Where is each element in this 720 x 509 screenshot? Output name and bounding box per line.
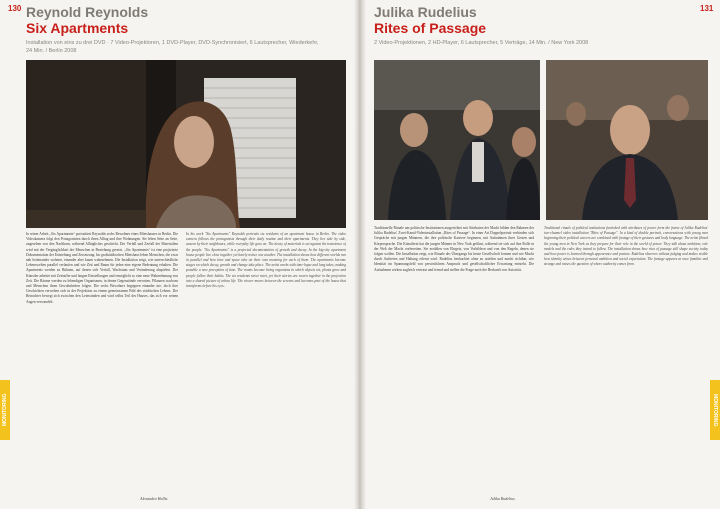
artwork-photo-2 [546, 60, 708, 220]
section-tab: MONITORING [0, 380, 10, 440]
page-number: 130 [8, 4, 22, 13]
artwork-photo-1 [374, 60, 540, 220]
artwork-meta: 2 Video-Projektionen, 2 HD-Player, 6 Lautsprecher, 5 Verträge, 14 Min. / New York 2008 [374, 40, 589, 46]
artwork-photo-1-graphic [374, 60, 540, 220]
artwork-photo-2-graphic [546, 60, 708, 220]
page-number: 131 [700, 4, 714, 13]
book-gutter [354, 0, 366, 509]
artwork-photo-graphic [26, 60, 346, 228]
author-credit: Julika Rudelius [490, 496, 515, 501]
artwork-meta: Installation von eins zu drei DVD · 7 Video-Projektoren, 1 DVD-Player, DVD-Synchronisiert, 6 Lautsprecher, Wiederkehr, 24 Min. / Berlin 2008 [26, 40, 319, 54]
right-page [362, 0, 720, 509]
left-page [0, 0, 358, 509]
artwork-title: Rites of Passage [374, 20, 487, 36]
artwork-photo [26, 60, 346, 228]
article-text-german: In seiner Arbeit „Six Apartments“ portraitiert Reynolds sechs Bewohner eines Mietshauses in Berlin. Die Videokamera folgt den Protagonisten durch ihren Alltag und ihre Wohnungen. Sie leben Seite an Seite, ungesehen von den Nachbarn, während Alltägliches geschieht. Der Verfall und Zerfall der Materialien wird mit der Vergänglichkeit der Menschen in Beziehung gesetzt. „Six Apartments“ ist eine projizierte Dokumentation der Entstehung und Zersetzung. Im großstädtischen Mietshaus leben Menschen, die zwar nah beieinander wohnen, einander aber kaum wahrnehmen. Die Installation zeigt, wie unterschiedliche Lebenswelten parallel verlaufen und wie Zeit und Raum für jeden eine eigene Bedeutung erhalten. Die Apartments werden zu Bühnen, auf denen sich Verfall, Wachstum und Veränderung abspielen. Der Künstler arbeitet mit Zeitraffer und langen Einstellungen und ermöglicht so eine neue Wahrnehmung von Zeit. Die Räume werden zu lebendigen Organismen, in denen Gegenstände verrotten, Pflanzen wachsen und Menschen ihren Gewohnheiten folgen. Die sechs Bewohner begegnen einander nie, doch ihre Geschichten verweben sich in der Projektion zu einem gemeinsamen Bild des städtischen Lebens. Der Betrachter bewegt sich zwischen den Leinwänden und wird selbst Teil des Hauses, das sich vor seinen Augen verwandelt. [26, 232, 178, 304]
article-text-german: Traditionelle Rituale um politische Institutionen ausgerichtet mit Attributen der Macht bilden den Rahmen der Julika Rudelius' Zwei-Kanal-Videoinstallation „Rites of Passage“. In einer Art Doppelportrait verbinden sich Gespräche mit jungen Männern, die ihre politische Karriere beginnen, mit Aufnahmen ihrer Gesten und Körpersprache. Die Künstlerin hat die jungen Männer in New York gefilmt, während sie sich auf ihre Rolle in der Welt der Macht vorbereiten. Sie erzählen von Ehrgeiz, von Vorbildern und von den Regeln, denen sie folgen wollen. Die Installation zeigt, wie Rituale des Übergangs bis heute Gesellschaft formen und wie Macht durch Auftreten und Haltung erlernt wird. Rudelius beobachtet ohne zu urteilen und macht sichtbar, wie Identität im Spannungsfeld von persönlichem Anspruch und gesellschaftlicher Erwartung entsteht. Die Aufnahmen wirken zugleich vertraut und fremd und stellen die Frage nach der Herkunft von Autorität. [374, 226, 534, 272]
artwork-title: Six Apartments [26, 20, 129, 36]
article-text-english: In his work "Six Apartments" Reynolds portraits six residents of an apartment house in Berlin. The video camera follows the protagonists through their daily routine and their apartments. They live side by side, unseen by their neighbours, while everyday life goes on. The decay of materials is set against the transience of the people. "Six Apartments" is a projected documentation of growth and decay. In the big-city apartment house people live close together yet barely notice one another. The installation shows how different worlds run in parallel and how time and space take on their own meaning for each of them. The apartments become stages on which decay, growth and change take place. The artist works with time-lapse and long takes, making possible a new perception of time. The rooms become living organisms in which objects rot, plants grow and people follow their habits. The six residents never meet, yet their stories are woven together in the projection into a shared picture of urban life. The viewer moves between the screens and becomes part of the house that transforms before his eyes. [186, 232, 346, 289]
artist-name: Reynold Reynolds [26, 4, 149, 20]
article-text-english: Traditional rituals of political institutions furnished with attributes of power form the frame of Julika Rudelius' two-channel video installation "Rites of Passage". In a kind of double portrait, conversations with young men beginning their political careers are combined with footage of their gestures and body language. The artist filmed the young men in New York as they prepare for their role in the world of power. They talk about ambition, role models and the rules they intend to follow. The installation shows how rites of passage still shape society today and how power is learned through appearance and posture. Rudelius observes without judging and makes visible how identity arises between personal ambition and social expectation. The footage appears at once familiar and strange and raises the question of where authority comes from. [544, 226, 708, 267]
section-tab: MONITORING [710, 380, 720, 440]
author-credit: Alexandra Hallis [140, 496, 168, 501]
artist-name: Julika Rudelius [374, 4, 477, 20]
